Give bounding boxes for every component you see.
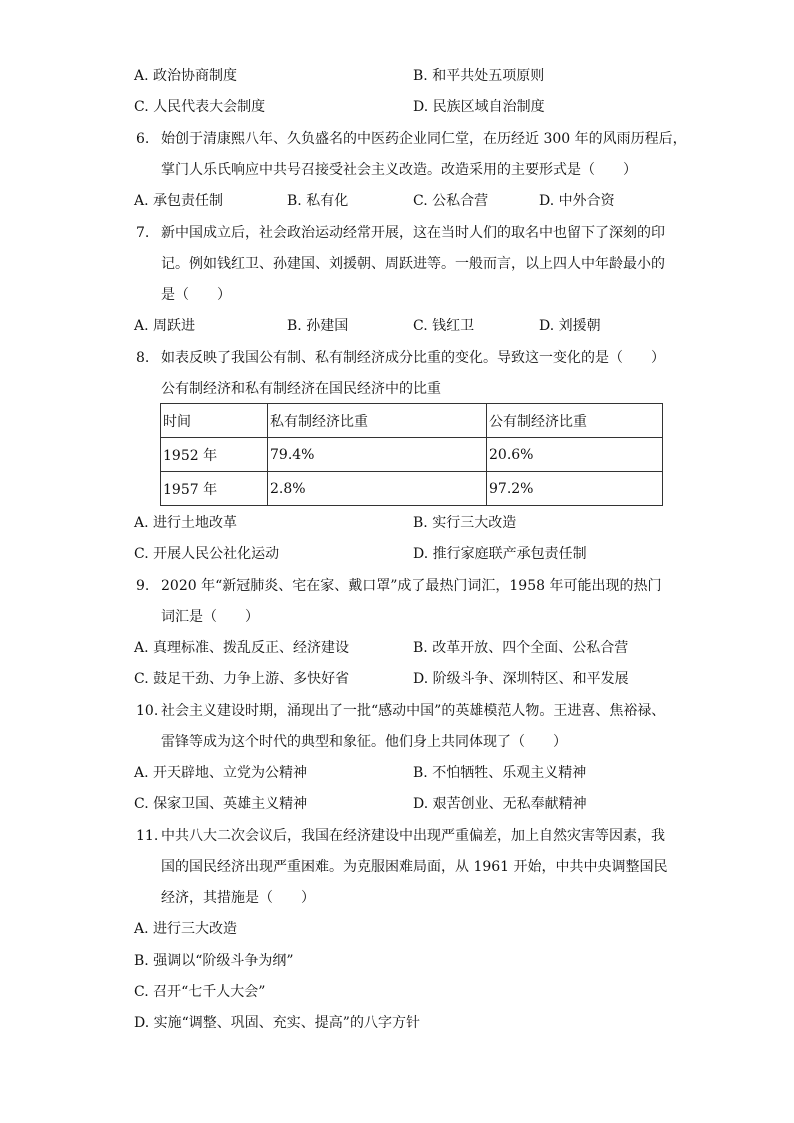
q6-option-a: A. 承包责任制 xyxy=(134,193,224,209)
q10-option-a: A. 开天辟地、立党为公精神 xyxy=(134,765,308,781)
q6-number: 6. xyxy=(136,131,150,147)
table-cell: 1952 年 xyxy=(161,438,268,472)
table-cell: 20.6% xyxy=(487,438,663,472)
q9-option-a: A. 真理标准、拨乱反正、经济建设 xyxy=(134,640,350,656)
q10-number: 10. xyxy=(136,703,159,719)
q9-text-line2: 词汇是（ ） xyxy=(161,609,259,625)
q10-option-b: B. 不怕牺牲、乐观主义精神 xyxy=(413,765,587,781)
table-cell: 79.4% xyxy=(268,438,487,472)
table-cell: 97.2% xyxy=(487,472,663,506)
q6-text-line2: 掌门人乐氏响应中共号召接受社会主义改造。改造采用的主要形式是（ ） xyxy=(161,162,637,178)
table-header-row xyxy=(161,404,663,438)
q10-text-line1: 社会主义建设时期，涌现出了一批“感动中国”的英雄模范人物。王进喜、焦裕禄、 xyxy=(161,703,666,719)
table-cell: 2.8% xyxy=(268,472,487,506)
q9-option-d: D. 阶级斗争、深圳特区、和平发展 xyxy=(413,671,629,687)
q7-text-line2: 记。例如钱红卫、孙建国、刘援朝、周跃进等。一般而言，以上四人中年龄最小的 xyxy=(161,256,665,272)
q6-option-c: C. 公私合营 xyxy=(413,193,489,209)
q8-option-a: A. 进行土地改革 xyxy=(134,515,238,531)
table-header-cell: 公有制经济比重 xyxy=(487,404,663,438)
q9-number: 9. xyxy=(136,578,150,594)
q6-option-d: D. 中外合资 xyxy=(539,193,615,209)
q11-text-line3: 经济，其措施是（ ） xyxy=(161,890,315,906)
q7-option-a: A. 周跃进 xyxy=(134,318,196,334)
q9-option-c: C. 鼓足干劲、力争上游、多快好省 xyxy=(134,671,350,687)
q11-option-b: B. 强调以“阶级斗争为纲” xyxy=(134,953,294,969)
q8-number: 8. xyxy=(136,350,150,366)
q7-text-line3: 是（ ） xyxy=(161,287,231,303)
table-cell: 1957 年 xyxy=(161,472,268,506)
q11-text-line1: 中共八大二次会议后，我国在经济建设中出现严重偏差，加上自然灾害等因素，我 xyxy=(161,828,665,844)
q11-option-d: D. 实施“调整、巩固、充实、提高”的八字方针 xyxy=(134,1015,420,1031)
q11-text-line2: 国的国民经济出现严重困难。为克服困难局面，从 1961 开始，中共中央调整国民 xyxy=(161,859,668,875)
q9-option-b: B. 改革开放、四个全面、公私合营 xyxy=(413,640,629,656)
q5-option-c: C. 人民代表大会制度 xyxy=(134,99,266,115)
table-row xyxy=(161,472,663,506)
q8-option-c: C. 开展人民公社化运动 xyxy=(134,546,280,562)
q5-option-b: B. 和平共处五项原则 xyxy=(413,68,545,84)
q10-option-d: D. 艰苦创业、无私奉献精神 xyxy=(413,796,587,812)
q11-number: 11. xyxy=(136,828,159,844)
q7-text-line1: 新中国成立后，社会政治运动经常开展，这在当时人们的取名中也留下了深刻的印 xyxy=(161,225,665,241)
q7-number: 7. xyxy=(136,225,150,241)
q11-option-a: A. 进行三大改造 xyxy=(134,921,238,937)
q5-option-d: D. 民族区域自治制度 xyxy=(413,99,545,115)
q8-option-d: D. 推行家庭联产承包责任制 xyxy=(413,546,587,562)
table-header-cell: 时间 xyxy=(161,404,268,438)
q6-text-line1: 始创于清康熙八年、久负盛名的中医药企业同仁堂，在历经近 300 年的风雨历程后， xyxy=(161,131,687,147)
q8-option-b: B. 实行三大改造 xyxy=(413,515,517,531)
q6-option-b: B. 私有化 xyxy=(287,193,349,209)
q8-text-line1: 如表反映了我国公有制、私有制经济成分比重的变化。导致这一变化的是（ ） xyxy=(161,350,665,366)
table-row xyxy=(161,438,663,472)
ownership-ratio-table xyxy=(160,403,663,506)
q10-option-c: C. 保家卫国、英雄主义精神 xyxy=(134,796,308,812)
q8-table-caption: 公有制经济和私有制经济在国民经济中的比重 xyxy=(161,381,441,397)
q10-text-line2: 雷锋等成为这个时代的典型和象征。他们身上共同体现了（ ） xyxy=(161,734,567,750)
q5-option-a: A. 政治协商制度 xyxy=(134,68,238,84)
q7-option-c: C. 钱红卫 xyxy=(413,318,475,334)
q7-option-b: B. 孙建国 xyxy=(287,318,349,334)
q7-option-d: D. 刘援朝 xyxy=(539,318,601,334)
q9-text-line1: 2020 年“新冠肺炎、宅在家、戴口罩”成了最热门词汇，1958 年可能出现的热门 xyxy=(161,578,662,594)
table-header-cell: 私有制经济比重 xyxy=(268,404,487,438)
q11-option-c: C. 召开“七千人大会” xyxy=(134,984,266,1000)
